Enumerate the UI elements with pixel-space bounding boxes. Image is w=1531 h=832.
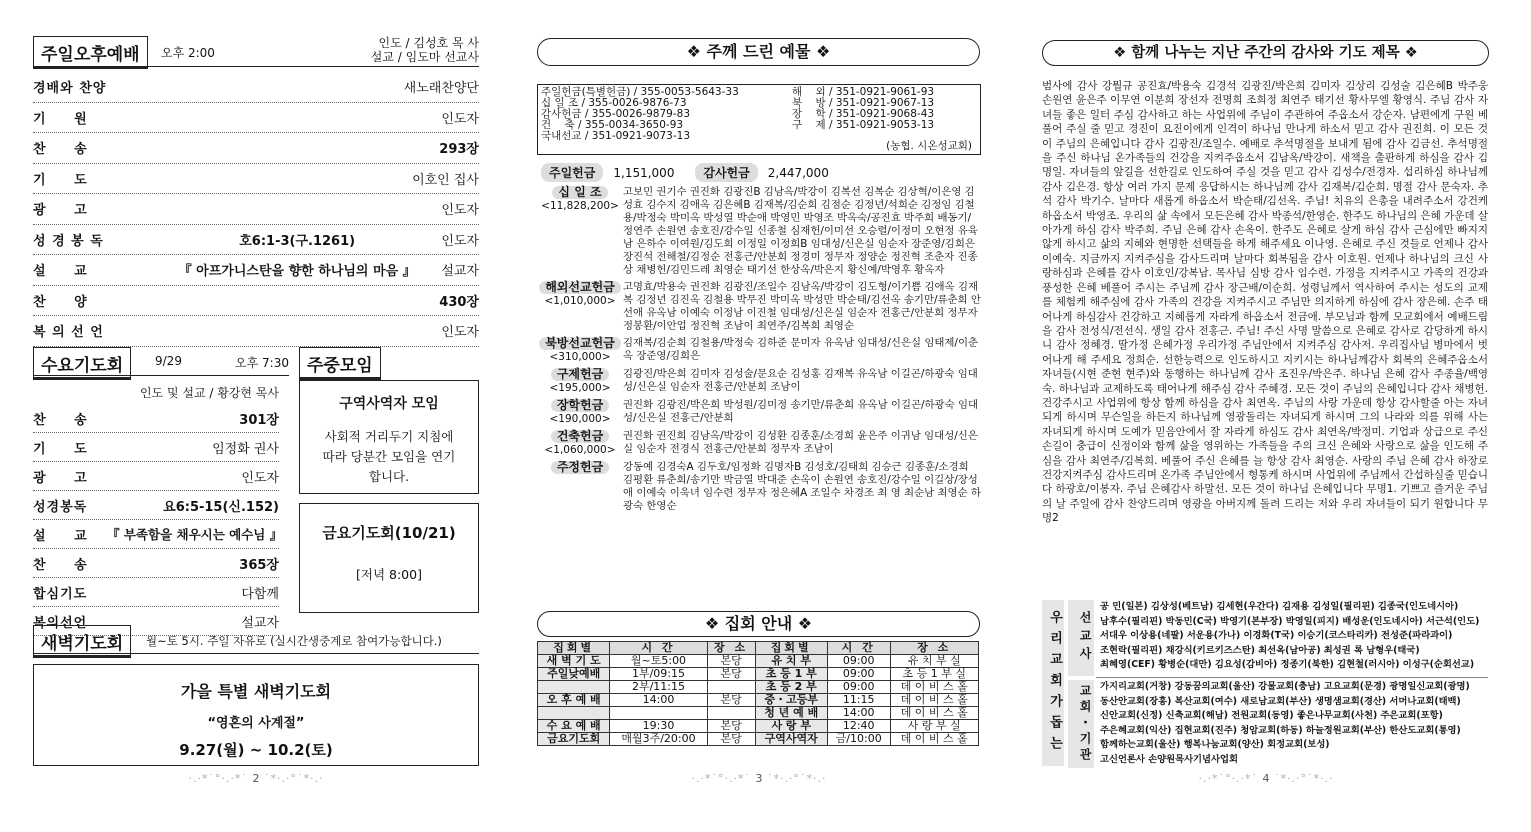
meeting-cell: 오 후 예 배 [538, 694, 610, 707]
wed-order-row [33, 433, 279, 462]
dawn-title: 새벽기도회 [33, 625, 131, 658]
meeting-cell: 구역사역자 [755, 733, 827, 746]
meeting-cell: 사 랑 부 실 [890, 720, 979, 733]
sunday-preacher: 설교 / 임도마 선교사 [370, 50, 479, 64]
special-dawn-box [33, 664, 479, 766]
order-right: 설교자 [441, 264, 479, 280]
meeting-cell [707, 681, 755, 694]
sunday-header [33, 36, 479, 67]
support-side-label: 우리교회가돕는 [1042, 600, 1064, 766]
church-line: 가지리교회(거창) 강동꿈의교회(울산) 강물교회(충남) 고요교회(문경) 광명일신교회(광명) [1100, 681, 1470, 692]
church-line: 주은혜교회(익산) 집현교회(진주) 청암교회(하동) 하늘정원교회(부산) 한산도교회(통영) [1100, 724, 1461, 736]
offering-amount: <190,000> [549, 413, 611, 425]
meeting-cell: 데 이 비 스 홀 [890, 681, 979, 694]
table-row [538, 681, 979, 694]
page-number-2: ·.·*˙°·.·*˙ 2 ˙*·.·°˙*·.· [188, 772, 324, 785]
meeting-cell: 초 등 1 부 [755, 668, 827, 681]
order-row [33, 133, 479, 164]
order-right: 이호인 집사 [412, 172, 479, 188]
midweek-box-2 [299, 503, 479, 613]
district-meeting-title: 구역사역자 모임 [339, 396, 439, 412]
meeting-cell: 유 치 부 [755, 655, 827, 668]
order-right: 인도자 [441, 325, 479, 341]
offering-label-col [537, 368, 623, 395]
meeting-cell: 본당 [707, 733, 755, 746]
offerings-title: ❖ 주께 드린 예물 ❖ [537, 38, 980, 66]
meeting-cell: 데 이 비 스 홀 [890, 694, 979, 707]
meeting-header: 장 소 [707, 642, 755, 655]
sunday-order [33, 72, 479, 347]
thanks-offering-amount: 2,447,000 [767, 165, 829, 180]
order-row [33, 316, 479, 347]
meeting-header: 장 소 [890, 642, 979, 655]
meeting-header: 집회별 [538, 642, 610, 655]
order-label: 찬 송 [33, 412, 88, 428]
page-number-3: ·.·*˙°·.·*˙ 3 ˙*·.·°˙*·.· [691, 772, 827, 785]
order-label: 기 도 [33, 441, 88, 457]
meeting-cell: 09:00 [827, 681, 890, 694]
meeting-cell: 수 요 예 배 [538, 720, 610, 733]
bank-name: (농협. 시온성교회) [886, 140, 972, 152]
offering-group [537, 186, 981, 277]
meeting-header: 시 간 [827, 642, 890, 655]
account-line: 구 제 / 351-0921-9053-13 [792, 119, 935, 131]
offering-group [537, 461, 981, 513]
order-right: 새노래찬양단 [403, 81, 479, 97]
meeting-cell: 09:00 [827, 655, 890, 668]
wednesday-date: 9/29 [155, 354, 182, 368]
order-label: 찬 양 [33, 294, 88, 310]
page-4 [1042, 0, 1490, 832]
order-right: 301장 [239, 412, 279, 428]
special-dawn-title: 가을 특별 새벽기도회 [180, 682, 332, 701]
order-label: 기 도 [33, 172, 88, 188]
order-label: 합심기도 [33, 586, 88, 602]
wed-order-row [33, 404, 279, 433]
wednesday-leader: 인도 및 설교 / 황강현 목사 [139, 386, 279, 400]
account-line: 건 축 / 355-0034-3650-93 [541, 119, 684, 131]
dawn-note: 월~토 5시. 주일 자유로 (실시간생중계로 참여가능합니다.) [146, 634, 442, 648]
meeting-cell: 본당 [707, 668, 755, 681]
missionary-line: 서대우 이상용(네팔) 서운용(가나) 이경화(T국) 이승기(코스타리카) 전성준(파라과이) [1100, 630, 1453, 641]
meeting-cell: 금/10:00 [827, 733, 890, 746]
meeting-cell: 데 이 비 스 홀 [890, 733, 979, 746]
meeting-title: ❖ 집회 안내 ❖ [537, 611, 980, 637]
church-label: 교회・기관 [1068, 680, 1094, 768]
account-line: 십 일 조 / 355-0026-9876-73 [541, 97, 687, 109]
midweek-title: 주중모임 [299, 347, 381, 380]
order-label: 찬 송 [33, 142, 88, 158]
offering-group [537, 368, 981, 395]
account-line: 감사헌금 / 355-0026-9879-83 [541, 108, 690, 120]
meeting-cell: 월~토5:00 [610, 655, 707, 668]
order-label: 광 고 [33, 470, 88, 486]
missionary-label: 선교사 [1068, 600, 1094, 676]
table-row [538, 733, 979, 746]
order-right: 설교자 [241, 615, 279, 631]
account-line: 북 방 / 351-0921-9067-13 [792, 97, 935, 109]
order-label: 설 교 [33, 264, 88, 280]
thanks-offering-label: 감사헌금 [695, 163, 757, 182]
sunday-offering-amount: 1,151,000 [613, 165, 675, 180]
order-label: 찬 송 [33, 557, 88, 573]
offering-amount: <11,828,200> [541, 200, 619, 212]
order-right: 다함께 [241, 586, 279, 602]
meeting-cell: 새 벽 기 도 [538, 655, 610, 668]
accounts-left [541, 87, 739, 142]
meeting-cell: 본당 [707, 720, 755, 733]
table-row [538, 694, 979, 707]
meeting-cell: 데 이 비 스 홀 [890, 707, 979, 720]
order-right: 인도자 [441, 233, 479, 249]
special-dawn-subtitle: “영혼의 사계절” [207, 716, 305, 731]
order-right: 인도자 [241, 470, 279, 486]
dawn-header [33, 625, 479, 654]
missionary-line: 공 민(일본) 김상성(베트남) 김세현(우간다) 김재용 김성일(필리핀) 김종국(인도네시아) [1100, 601, 1459, 612]
missionary-line: 최혜영(CEF) 황병순(대만) 김요성(감비아) 정종기(북한) 김현철(러시아) 이성구(순회선교) [1100, 659, 1475, 670]
wed-order-row [33, 520, 283, 549]
order-label: 광 고 [33, 203, 88, 219]
offering-amount: <195,000> [549, 382, 611, 394]
meeting-cell: 19:30 [610, 720, 707, 733]
page-3 [537, 0, 981, 832]
missionary-line: 남후수(필리핀) 박동민(C국) 박영기(본부장) 박영일(피지) 배성운(인도네시아) 서근석(인도) [1100, 615, 1480, 627]
church-line: 신안교회(신정) 신축교회(해남) 전원교회(동영) 좋은나무교회(사천) 주은교회(포항) [1100, 710, 1443, 721]
offering-list [537, 186, 981, 517]
order-label: 복 의 선 언 [33, 325, 104, 341]
order-label: 성 경 봉 독 [33, 233, 104, 249]
offering-label-col [537, 186, 623, 277]
offering-label-col [537, 461, 623, 513]
wednesday-title: 수요기도회 [33, 347, 131, 380]
offering-label-col [537, 399, 623, 426]
meeting-cell [707, 707, 755, 720]
offering-type: 주정헌금 [551, 461, 609, 474]
meeting-cell: 매월3주/20:00 [610, 733, 707, 746]
offering-type: 십 일 조 [552, 186, 607, 199]
offering-names: 강동예 김경숙A 김두호/임정화 김명자B 김성호/김태희 김승근 김종훈/소경희 김평환 류춘희/송기만 박금열 박대준 손옥이 손원연 송호진/강수일 이길상/장성애 이예숙 이욱녀 임수련 정무자 정은혜A 조일수 차경조 최 영 최순남 최영순 하광숙 한영순 [623, 461, 981, 512]
accounts-right [792, 87, 934, 131]
meeting-cell: 유 치 부 실 [890, 655, 979, 668]
church-list [1100, 680, 1488, 767]
account-box [537, 84, 981, 155]
sunday-time: 오후 2:00 [161, 46, 215, 60]
meeting-header: 집회별 [755, 642, 827, 655]
meeting-cell: 본당 [707, 655, 755, 668]
meeting-table [537, 641, 979, 746]
meeting-cell: 초 등 2 부 [755, 681, 827, 694]
offering-group [537, 399, 981, 426]
order-row [33, 103, 479, 134]
wed-order-row [33, 578, 279, 607]
sunday-service-title: 주일오후예배 [33, 36, 148, 69]
offering-label-col [537, 281, 623, 333]
meeting-header: 시 간 [610, 642, 707, 655]
order-label: 성경봉독 [33, 499, 88, 515]
offering-names: 김광진/박은희 김미자 김성술/문요순 김성홍 김재복 유옥남 이길곤/하광숙 임대성/신은실 임순자 전홍근/안분희 조남이 [623, 368, 978, 393]
order-detail: 호6:1-3(구.1261) [239, 233, 356, 249]
meeting-cell: 본당 [707, 694, 755, 707]
meeting-cell: 14:00 [610, 694, 707, 707]
meeting-cell: 초 등 1 부 실 [890, 668, 979, 681]
offering-names: 권진화 권진희 김남옥/박강이 김성환 김종훈/소경희 윤은주 이귀남 임대성/신은실 임순자 전경식 전홍근/안분희 정무자 조남이 [623, 430, 978, 455]
midweek-section [299, 347, 479, 380]
midweek-box-1 [299, 380, 479, 494]
order-row [33, 72, 479, 103]
order-row [33, 194, 479, 225]
meeting-cell: 14:00 [827, 707, 890, 720]
order-right: 293장 [439, 142, 479, 158]
page-2 [33, 0, 479, 832]
thanks-title: ❖ 함께 나누는 지난 주간의 감사와 기도 제목 ❖ [1042, 40, 1489, 66]
order-right: 430장 [439, 294, 479, 310]
wed-order-row [33, 462, 279, 491]
order-row [33, 255, 479, 286]
order-detail: 『 아프가니스탄을 향한 하나님의 마음 』 [178, 264, 416, 280]
table-row [538, 655, 979, 668]
meeting-cell: 중・고등부 [755, 694, 827, 707]
order-right: 인도자 [441, 111, 479, 127]
order-right: 임정화 권사 [212, 441, 279, 457]
offering-amount: <1,060,000> [544, 444, 616, 456]
table-row [538, 707, 979, 720]
account-line: 주일헌금(특별헌금) / 355-0053-5643-33 [541, 86, 739, 98]
meeting-cell: 1부/09:15 [610, 668, 707, 681]
meeting-cell: 금요기도회 [538, 733, 610, 746]
offering-names: 김재복/김순희 김철용/박정숙 김하준 문미자 유옥남 임대성/신은실 임태제/이춘옥 장준영/김희은 [623, 337, 979, 362]
wednesday-time: 오후 7:30 [235, 356, 289, 370]
order-right: 요6:5-15(신.152) [163, 499, 279, 515]
offering-type: 건축헌금 [551, 430, 609, 443]
wednesday-order [33, 404, 283, 636]
page-number-4: ·.·*˙°·.·*˙ 4 ˙*·.·°˙*·.· [1198, 772, 1334, 785]
offering-type: 해외선교헌금 [539, 281, 621, 294]
offering-type: 장학헌금 [551, 399, 609, 412]
offering-summary [541, 163, 829, 182]
meeting-cell [538, 681, 610, 694]
thanks-paragraph: 범사에 감사 강뭘규 공진효/박용숙 김경석 김광진/박은희 김미자 김상리 김성술 김은혜B 박주웅 손원연 윤은주 이무연 이분희 장선자 전명희 조희정 최연주 태기선 황사무엘 황영식. 주님 감사 자녀들 좋은 일터 주심 감사하고 하는 사업위에 주님이 주관하여 주옵소서 강순자. 남편에게 구원 베풀어 주실 줄 믿고 경진이 요진이에게 인격이 하나님 만나게 하소서 믿고 감사 권진희. 이 모든 것이 주님의 은혜입니다 감사 김광진/조일수. 예배로 추석명절을 보내게 됨에 감사 김금선. 추석명절을 주신 하나님 온가족들의 건강을 지켜주옵소서 김남옥/박강이. 새책을 출판하게 하심을 감사 김명일. 자녀들의 앞길을 선한길로 인도하여 주실 것을 믿고 감사 김성수/전경자. 섭리하심 하나님께 감사 김은경. 항상 여러 가지 문제 응답하시는 하나님께 감사 김재복/김순희. 명절 감사 문숙자. 추석 감사 박기수. 날마다 새롭게 하옵소서 박순태/김선옥. 주님! 치유의 은총을 내려주소서 강건케 하옵소서 박영조. 우리의 삶 속에서 모든은혜 감사 박종석/한영순. 한주도 하나님의 은혜 가운데 살아가게 하심 감사 박주희. 주님 은혜 감사 손옥이. 한주도 은혜로 살게 하심 감사 근심에만 빠지지 않게 하시고 삶의 지혜와 현명한 선택들을 하게 해주세요 이나영. 은혜로 주신 것들로 언제나 감사 이예숙. 지금까지 지켜주심을 감사드리며 날마다 회복됨을 감사 이호원. 언제나 하나님의 크신 사랑하심과 은혜를 감사 이호인/강복남. 목사님 심방 감사 임수련. 가정을 지켜주시고 가족의 건강과 풍성한 은혜 베풀어 주시는 주님께 감사 장근배/이순희. 성령님께서 역사하여 주시는 성도의 교제를 체험케 해주심에 감사 가족의 건강을 지켜주시고 주님만 의지하게 하심에 감사 장은혜. 손주 태어나게 하심감사 건강하고 지혜롭게 자라게 하옵소서 전금애. 부모님과 함께 모교회에서 예배드림을 감사 전성식/전선식. 생일 감사 전홍근. 주님! 주신 사명 말씀으로 은혜로 감사로 감당하게 하시니 감사 정혜경. 딸가정 은혜가정 우리가정 주님안에서 지켜주심 감사저. 우리집사님 병마에서 벗어나게 해 주세요 정희순. 선한능력으로 인도하시고 지키시는 하나님께감사 회복의 은혜주옵소서 자녀들(시현 준현 현주)와 동행하는 하나님께 감사 조진우/박은주. 하나님 은혜 감사 주종율/백영숙. 하나님과 교제하도록 태어나게 해주심 감사 주혜경. 모든 것이 주님의 은혜입니다 감사 채병헌. 건강주시고 사업위에 항상 함께 하심을 감사 최연옥. 주님의 사랑 가운데 항상 감사할줄 아는 자녀되게 하시며 무슨일을 하든지 하나님께 영광돌리는 자녀되게 하시며 그의 나라와 의를 위해 사는 자녀되게 하시며 도예가 믿음안에서 잘 자라게 하심도 감사 최연옥/박정미. 기업과 상급으로 주신 손길이 충급이 신정이와 함께 삶을 영위하는 가족들을 주의 크신 은혜와 사랑으로 삶을 인도해 주심을 감사 최연주/김복희. 베풀어 주신 은혜를 늘 항상 감사 최영순. 사랑의 주님 은혜 감사 하장로 건강지켜주심 감사드리며 온가족 주님안에서 형통케 하시며 사업위에 주님께서 간섭하실줄 믿습니다 하광호/이봉자. 주님 은혜감사 하말선. 모든 것이 하나님 은혜입니다 무명1. 기쁘고 즐거운 주님의 날 주일에 감사 찬양드리며 영광을 아버지께 돌려 드리는 저와 우리 자녀들이 되기 원합니다 무명2 [1042, 80, 1488, 525]
offering-label-col [537, 430, 623, 457]
sunday-leader: 인도 / 김성호 목 사 [378, 36, 479, 50]
meeting-cell [610, 707, 707, 720]
missionary-line: 조현락(필리핀) 채강식(키르키즈스탄) 최선옥(남아공) 최성권 록 남형우(태국) [1100, 644, 1420, 656]
offering-names: 권진화 김광진/박은희 박성원/김미정 송기만/류춘희 유옥남 이길곤/하광숙 임대성/신은실 전홍근/안분희 [623, 399, 979, 424]
order-label: 복의선언 [33, 615, 88, 631]
district-meeting-text: 사회적 거리두기 지침에 따라 당분간 모임을 연기합니다. [322, 429, 456, 484]
meeting-table-wrap [537, 641, 979, 746]
account-line: 장 학 / 351-0921-9068-43 [792, 108, 935, 120]
meeting-cell: 09:00 [827, 668, 890, 681]
order-detail: 『 부족함을 채우시는 예수님 』 [107, 527, 283, 542]
wed-order-row [33, 549, 279, 578]
missionary-list [1100, 600, 1488, 673]
church-line: 함께하는교회(울산) 행복나눔교회(양산) 회정교회(보성) [1100, 739, 1330, 750]
wed-order-row [33, 491, 279, 520]
order-label: 설 교 [33, 528, 88, 544]
order-right: 365장 [239, 557, 279, 573]
meeting-cell: 사 랑 부 [755, 720, 827, 733]
offering-label-col [537, 337, 623, 364]
offering-type: 북방선교헌금 [539, 337, 621, 350]
church-line: 고신언론사 손양원목사기념사업회 [1100, 753, 1238, 765]
offering-group [537, 430, 981, 457]
meeting-cell: 11:15 [827, 694, 890, 707]
friday-prayer-time: [저녁 8:00] [356, 567, 422, 582]
account-line: 국내선교 / 351-0921-9073-13 [541, 130, 690, 142]
order-row [33, 164, 479, 195]
meeting-cell [538, 707, 610, 720]
order-label: 경배와 찬양 [33, 81, 107, 97]
meeting-cell: 청 년 예 배 [755, 707, 827, 720]
offering-amount: <1,010,000> [544, 295, 616, 307]
order-row [33, 286, 479, 317]
order-right: 인도자 [441, 203, 479, 219]
account-line: 해 외 / 351-0921-9061-93 [792, 86, 935, 98]
friday-prayer-title: 금요기도회(10/21) [322, 524, 456, 542]
order-label: 기 원 [33, 111, 88, 127]
table-row [538, 720, 979, 733]
offering-type: 구제헌금 [551, 368, 609, 381]
offering-names: 고보민 권기수 권진화 김광진B 김남옥/박강이 김복선 김복순 김상혁/이은영 김성효 김수지 김애옥 김은혜B 김재복/김순희 김점순 김정년/석희순 김정임 김철용/박정숙 박미옥 박성열 박순애 박영민 박영조 박옥숙/공진효 박주희 배동기/정연주 손원연 송호진/강수일 신종철 심재헌/이미선 오승렬/이정미 오현정 유육남 은하수 이여원/김도희 이정일 이정희B 임대성/신은실 임순자 장준영/김희은 장진석 전해철/김정순 전홍근/안분희 정경미 정무자 정양순 정진혁 조춘자 진종상 채병헌/김민드레 최영순 태기선 한상옥/박은지 황신예/박영후 황옥자 [623, 186, 978, 276]
offering-group [537, 337, 981, 364]
support-section [1042, 598, 1488, 768]
church-line: 동산안교회(장흥) 복산교회(여수) 새로남교회(부산) 생명샘교회(경산) 서머나교회(태백) [1100, 695, 1461, 707]
meeting-cell: 12:40 [827, 720, 890, 733]
order-row [33, 225, 479, 256]
offering-names: 고명효/박용숙 권진화 김광진/조일수 김남옥/박강이 김도형/이기쁨 김애옥 김재복 김정년 김진옥 김철용 박무진 박미옥 박성만 박순태/김선옥 송기만/류춘희 안선애 유옥남 이예숙 이정남 이진철 임대성/신은실 임순자 전홍근/안분희 정무자 정봉환/이안업 정진혁 조남이 최연주/김복희 최영순 [623, 281, 981, 332]
special-dawn-dates: 9.27(월) ~ 10.2(토) [179, 741, 333, 759]
meeting-cell: 2부/11:15 [610, 681, 707, 694]
wednesday-header [33, 347, 289, 376]
sunday-offering-label: 주일헌금 [541, 163, 603, 182]
offering-amount: <310,000> [549, 351, 611, 363]
meeting-cell: 주일낮예배 [538, 668, 610, 681]
table-row [538, 668, 979, 681]
offering-group [537, 281, 981, 333]
